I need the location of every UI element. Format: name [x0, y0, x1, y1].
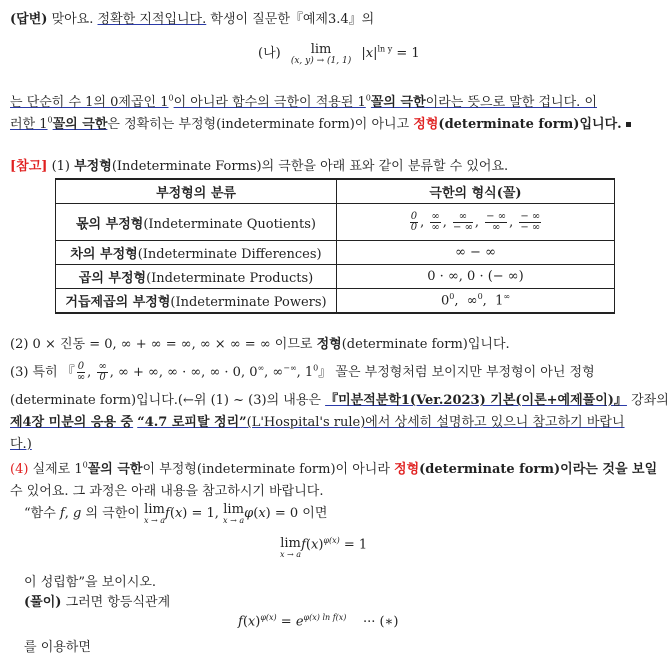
star-label: ··· (∗)	[362, 614, 399, 630]
item4-quote: “함수 f, g 의 극한이 lim x → a f(x) = 1, lim x → a φ(x) = 0 이면	[24, 502, 328, 525]
para1-l2a: 러한 1	[10, 117, 48, 132]
quot-frac: $\frac{\infty}{- \infty}$	[453, 210, 473, 233]
table-row-powers: 거듭제곱의 부정형(Indeterminate Powers)	[56, 289, 337, 314]
item4-l2: 수 있어요. 그 과정은 아래 내용을 참고하시기 바랍니다.	[10, 484, 324, 499]
table-header-class: 부정형의 분류	[56, 179, 337, 204]
item2-bold: 정형	[316, 337, 342, 352]
item4-n: (4)	[10, 462, 29, 477]
forms-table	[55, 178, 615, 314]
item4-l1a: 실제로 1	[32, 462, 83, 477]
tail-line	[24, 636, 91, 655]
lim-subscript: (x, y) → (1, 1)	[290, 56, 352, 66]
eq-rhs: = 1	[396, 46, 420, 61]
para1-l2b: 꼴의 극한	[52, 117, 108, 132]
item4-line2	[10, 480, 323, 499]
answer-line	[10, 8, 374, 27]
ref-rest: (Indeterminate Forms)의 극한을 아래 표와 같이 분류할 수 있어요.	[111, 159, 509, 174]
item3-line4	[10, 433, 32, 452]
equation-label: (나)	[258, 46, 281, 61]
ref-tag: [참고]	[10, 159, 48, 174]
table-header-form: 극한의 형식(꼴)	[337, 179, 615, 204]
ref-line	[10, 155, 508, 174]
item2-text: (2) 0 × 진동 = 0, ∞ + ∞ = ∞, ∞ × ∞ = ∞ 이므로	[10, 337, 313, 352]
item3-l2c: 강좌의	[631, 393, 669, 408]
tail-text: 를 이용하면	[24, 640, 91, 655]
para1-line1: 는 단순히 수 1의 0제곱인 $1^0$이 아니라 함수의 극한이 적용된 $1^0$꼴의 극한이라는 뜻으로 말한 겁니다. 이	[10, 93, 597, 110]
end-square	[626, 122, 631, 127]
table-row-differences: 차의 부정형(Indeterminate Differences)	[56, 241, 337, 265]
quot-frac: $\frac{\infty}{\infty}$	[431, 210, 440, 233]
item3-l1b: 꼴은 부정형처럼 보이지만 부정형이 아닌 정형	[335, 365, 595, 380]
quot-frac: $\frac{- \infty}{\infty}$	[486, 210, 507, 233]
answer-text-1: 맞아요.	[51, 12, 94, 27]
item3-line1: (3) 특히 『 $\frac{0}{\infty}$ , $\frac{\infty}{0}$ , ∞ + ∞, ∞ · ∞, ∞ · 0, 0∞, ∞−∞, $1^0$』 꼴은 부정형처럼 보이지만 부정형이 아닌 정형	[10, 361, 595, 383]
item2-line	[10, 333, 510, 352]
para1-line2: 러한 $1^0$꼴의 극한은 정확히는 부정형(indeterminate form)이 아니고 정형(determinate form)입니다.	[10, 113, 631, 132]
para1-l1a: 는 단순히 수 1의 0제곱인 1	[10, 95, 169, 110]
quote-q4: 이 성립함”을 보이시오.	[24, 575, 157, 590]
para1-l1d: 이라는 뜻으로 말한 겁니다. 이	[425, 95, 597, 110]
item3-line3	[10, 411, 625, 430]
product-forms: 0 · ∞, 0 · (− ∞)	[337, 265, 615, 289]
eq-body: |x|	[361, 46, 378, 61]
sol-tag: (풀이)	[24, 595, 62, 610]
quotient-forms: $\frac{0}{0}$ , $\frac{\infty}{\infty}$ , $\frac{\infty}{- \infty}$ , $\frac{- \infty}{\infty}$ , $\frac{- \infty}{- \infty}$	[337, 204, 615, 241]
para1-l2e: (determinate form)입니다.	[438, 117, 622, 132]
item3-l4: 다.)	[10, 437, 32, 452]
item3-course-title[interactable]: 『미분적분학1(Ver.2023) 기본(이론+예제풀이)』	[325, 393, 627, 408]
ref-bold: 부정형	[74, 159, 112, 174]
limit-equation: lim x → a $f(x)^{\varphi(x)} = 1$	[280, 536, 368, 559]
item4-l1b: 꼴의 극한	[87, 462, 143, 477]
item3-l2a: (determinate form)입니다.(←위 (1) ~ (3)의 내용은	[10, 393, 321, 408]
item4-l1d: 정형	[394, 462, 420, 477]
eq-exponent: ln y	[377, 44, 393, 54]
table-row-quotients: 몫의 부정형(Indeterminate Quotients)	[56, 204, 337, 241]
item4-l1c: 이 부정형(indeterminate form)이 아니라	[142, 462, 390, 477]
ref-n1: (1)	[51, 159, 70, 174]
para1-l2c: 은 정확히는 부정형(indeterminate form)이 아니고	[107, 117, 410, 132]
item3-line2	[10, 389, 669, 408]
table-row-products: 곱의 부정형(Indeterminate Products)	[56, 265, 337, 289]
quot-frac: $\frac{0}{0}$	[410, 210, 418, 233]
quote-q3: 이면	[302, 506, 328, 521]
item4-l1e: (determinate form)이라는 것을 보일	[419, 462, 658, 477]
sol-text: 그러면 항등식관계	[65, 595, 171, 610]
para1-l2d: 정형	[413, 117, 439, 132]
identity-equation: $f(x)^{\varphi(x)} = e^{\varphi(x) ln f(x)}$ ··· (∗)	[238, 613, 399, 630]
item3-l1a: (3) 특히 『	[10, 365, 75, 380]
answer-text-3: 학생이 질문한『예제3.4』의	[210, 12, 375, 27]
item4-line1: (4) 실제로 $1^0$꼴의 극한이 부정형(indeterminate form)이 아니라 정형(determinate form)이라는 것을 보일	[10, 460, 658, 477]
para1-l1b: 이 아니라 함수의 극한이 적용된 1	[173, 95, 366, 110]
item3-chapter: 제4장 미분의 응용 중	[10, 415, 134, 430]
difference-forms: ∞ − ∞	[337, 241, 615, 265]
quote-q1: “함수	[24, 506, 56, 521]
item2-rest: (determinate form)입니다.	[341, 337, 510, 352]
item3-l3c: (L'Hospital's rule)에서 상세히 설명하고 있으니 참고하기 바랍니	[246, 415, 625, 430]
answer-tag: (답변)	[10, 12, 48, 27]
equation-na	[258, 42, 420, 66]
power-forms: $0^0$, ∞$^0$, 1∞	[337, 289, 615, 314]
solution-line	[24, 591, 170, 610]
quot-frac: $\frac{- \infty}{- \infty}$	[520, 210, 541, 233]
para1-l1c: 꼴의 극한	[370, 95, 426, 110]
lim-word: lim	[310, 42, 332, 57]
quote-q2: 의 극한이	[85, 506, 140, 521]
item3-section: “4.7 로피탈 정리”	[137, 415, 247, 430]
item4-q4	[24, 571, 156, 590]
answer-text-2: 정확한 지적입니다.	[97, 12, 207, 27]
